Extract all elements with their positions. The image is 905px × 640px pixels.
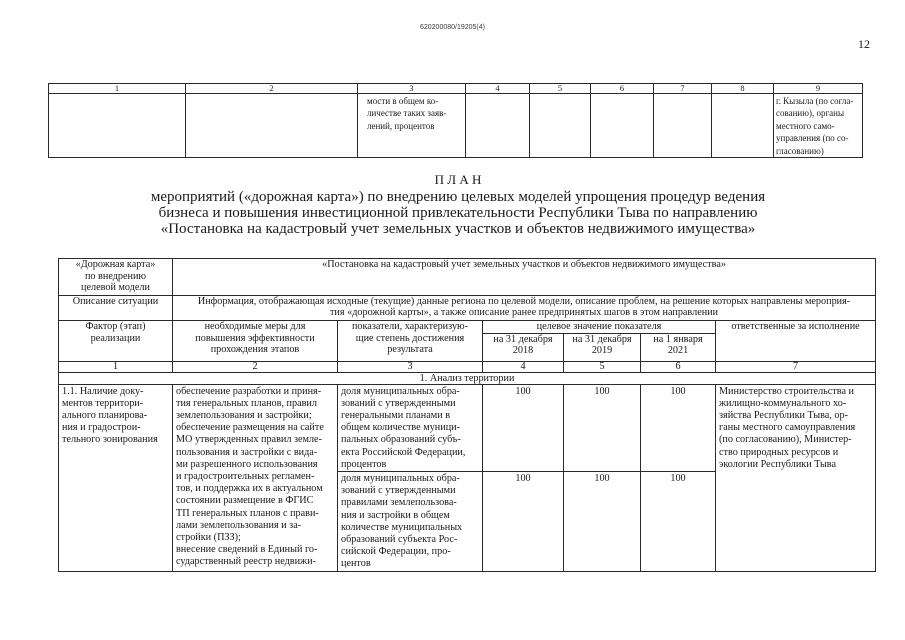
header-target-2021: на 1 января 2021 <box>641 333 716 361</box>
column-number: 7 <box>716 361 876 372</box>
empty-cell <box>654 94 712 158</box>
header-responsible: ответственные за исполнение <box>716 321 876 362</box>
header-indicators: показатели, характеризую- щие степень достижения результата <box>338 321 483 362</box>
column-number: 1 <box>49 84 186 94</box>
roadmap-row <box>59 259 876 296</box>
responsible-cell: г. Кызыла (по согла- сованию), органы местного само- управления (по со- гласованию) <box>774 94 863 158</box>
column-number: 4 <box>483 361 564 372</box>
column-number: 2 <box>186 84 358 94</box>
empty-cell <box>466 94 530 158</box>
item-indicator: доля муниципальных обра- зований с утвержденными правилами землепользова- ния и застройки в общем количестве муниципальных образований субъекта Рос- сийской Федерации, про- центов <box>338 471 483 571</box>
column-number: 2 <box>173 361 338 372</box>
roadmap-label: «Дорожная карта» по внедрению целевой модели <box>59 259 173 296</box>
indicator-cell: мости в общем ко- личестве таких заяв- лений, процентов <box>358 94 466 158</box>
target-value-2018: 100 <box>483 384 564 471</box>
item-responsible: Министерство строительства и жилищно-коммунального хо- зяйства Республики Тыва, ор- ганы местного самоуправления (по согласованию), Министер- ство природных ресурсов и экологии Республики Тыва <box>716 384 876 571</box>
plan-heading: П Л А Н <box>434 172 482 187</box>
plan-title-line: «Постановка на кадастровый учет земельных участков и объектов недвижимого имущества» <box>160 221 756 237</box>
column-number: 6 <box>641 361 716 372</box>
header-measures: необходимые меры для повышения эффективности прохождения этапов <box>173 321 338 362</box>
situation-row <box>59 296 876 321</box>
situation-value: Информация, отображающая исходные (текущие) данные региона по целевой модели, описание проблем, на решение которых направлены мероприя- тия «дорожной карты», а также описание ранее предпринятых шагов в этом направлении <box>173 296 876 321</box>
section-row <box>59 372 876 384</box>
column-number: 3 <box>338 361 483 372</box>
column-number: 7 <box>654 84 712 94</box>
roadmap-value: «Постановка на кадастровый учет земельных участков и объектов недвижимого имущества» <box>173 259 876 296</box>
table-row <box>59 384 876 471</box>
header-row <box>59 321 876 334</box>
empty-cell <box>712 94 774 158</box>
target-value-2019: 100 <box>564 471 641 571</box>
column-number: 6 <box>591 84 654 94</box>
continuation-table <box>48 83 863 158</box>
column-number-row <box>59 361 876 372</box>
item-measures: обеспечение разработки и приня- тия генеральных планов, правил землепользования и застройки; обеспечение размещения на сайте МО утвержденных правил земле- пользования и застройки с вида- ми разрешенного использования и градостроительных регламен- тов, и поддержка их в актуальном состоянии размещение в ФГИС ТП генеральных планов с прави- лами землепользования и за- стройки (ПЗЗ); внесение сведений в Единый го- сударственный реестр недвижи- <box>173 384 338 571</box>
empty-cell <box>49 94 186 158</box>
column-number: 5 <box>530 84 591 94</box>
target-value-2021: 100 <box>641 471 716 571</box>
document-code: 620200080/19205(4) <box>419 24 485 31</box>
column-number: 9 <box>774 84 863 94</box>
header-target-value: целевое значение показателя <box>483 321 716 334</box>
situation-label: Описание ситуации <box>59 296 173 321</box>
plan-title-line: мероприятий («дорожная карта») по внедрению целевых моделей упрощения процедур ведения <box>150 189 766 205</box>
empty-cell <box>530 94 591 158</box>
column-number: 4 <box>466 84 530 94</box>
column-number: 3 <box>358 84 466 94</box>
empty-cell <box>186 94 358 158</box>
column-number-row <box>49 84 863 94</box>
table-row <box>49 94 863 158</box>
empty-cell <box>591 94 654 158</box>
plan-table <box>58 258 876 572</box>
plan-title <box>11 171 905 237</box>
plan-title-line: бизнеса и повышения инвестиционной привлекательности Республики Тыва по направлению <box>158 205 758 221</box>
item-indicator: доля муниципальных обра- зований с утвержденными генеральными планами в общем количестве муници- пальных образований субъ- екта Российской Федерации, процентов <box>338 384 483 471</box>
target-value-2019: 100 <box>564 384 641 471</box>
column-number: 8 <box>712 84 774 94</box>
column-number: 5 <box>564 361 641 372</box>
section-title: 1. Анализ территории <box>59 372 876 384</box>
header-factor: Фактор (этап) реализации <box>59 321 173 362</box>
target-value-2021: 100 <box>641 384 716 471</box>
header-target-2018: на 31 декабря 2018 <box>483 333 564 361</box>
item-factor: 1.1. Наличие доку- ментов территори- ального планирова- ния и градострои- тельного зонирования <box>59 384 173 571</box>
column-number: 1 <box>59 361 173 372</box>
page-number: 12 <box>858 37 870 51</box>
header-target-2019: на 31 декабря 2019 <box>564 333 641 361</box>
target-value-2018: 100 <box>483 471 564 571</box>
